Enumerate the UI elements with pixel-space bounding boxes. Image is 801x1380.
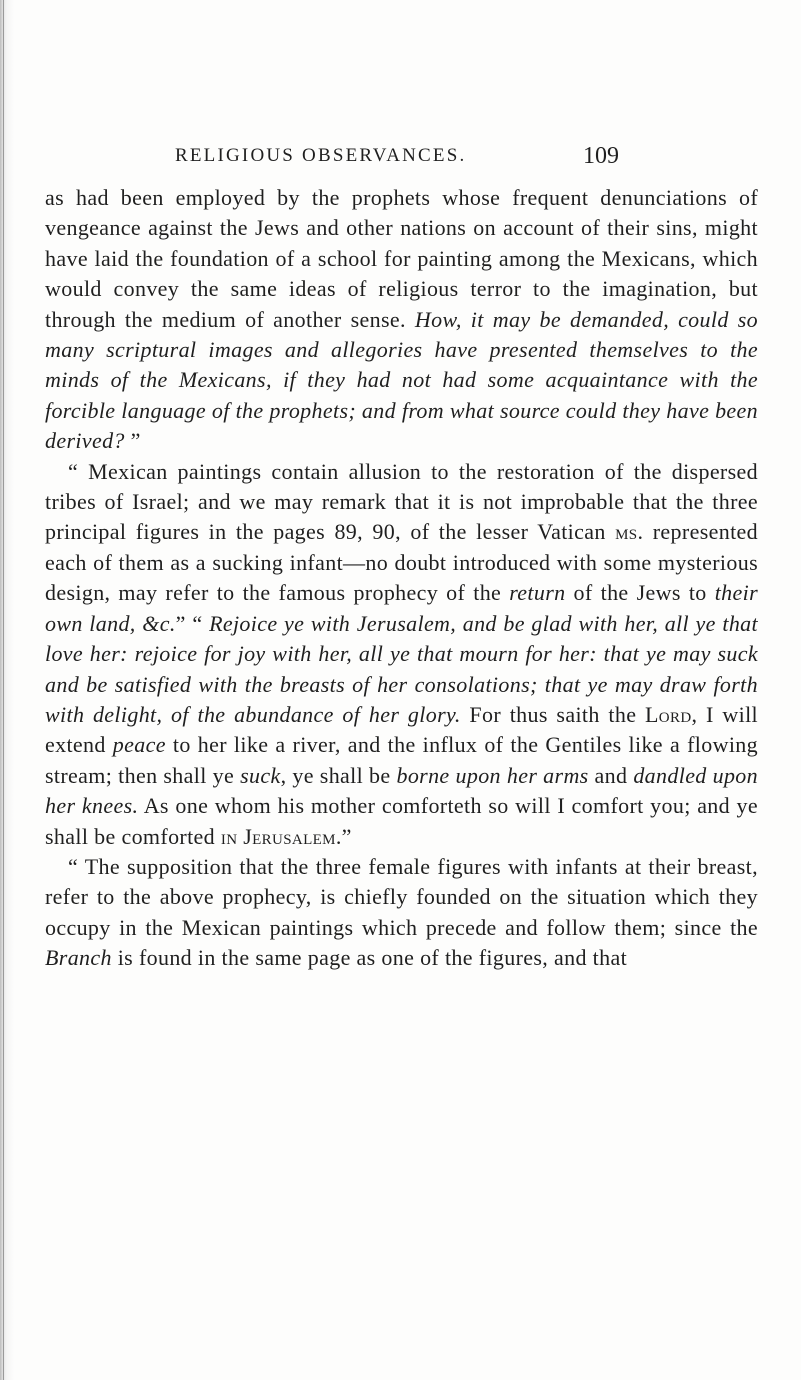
italic-run: How, it may be demanded, could so many scriptural images and allegories have presented themselves to the minds of the Mexicans, if they had not had some acquaintance with the forcible language of the prophets; and from what source could they have been derived?: [45, 306, 758, 454]
italic-run: dandled upon her knees.: [45, 762, 759, 819]
text-run: of the Jews to: [565, 580, 715, 606]
text-run: is found in the same page as one of the figures, and that: [111, 945, 628, 971]
italic-run: borne upon her arms: [396, 762, 589, 788]
text-run: as had been employed by the prophets whose frequent denunciations of vengeance against the Jews and other nations on account of their sins, might have laid the foundation of a school for painting among the Mexicans, which would convey the same ideas of religious terror to the imagination, but through the medium of another sense.: [45, 185, 758, 332]
small-caps-run: in Jerusalem: [220, 823, 336, 849]
text-run: and: [588, 762, 634, 788]
small-caps-run: Lord: [645, 701, 692, 727]
paragraph: [45, 852, 758, 974]
text-run: .”: [335, 823, 352, 849]
italic-run: peace: [112, 732, 166, 758]
text-run: ” “: [175, 610, 210, 636]
italic-run: Rejoice ye with Jerusalem, and be glad with her, all ye that love her: rejoice for joy with her, all ye that mourn for her: that ye may suck and be satisfied with the breasts of her consolations; that ye may draw forth with delight, of the abundance of her glory.: [45, 610, 758, 727]
body-text: [45, 183, 758, 974]
italic-run: their own land, &c.: [45, 580, 758, 636]
small-caps-run: ms.: [615, 519, 644, 545]
binding-edge-line: [3, 0, 4, 1380]
page-header: [0, 136, 801, 176]
binding-edge: [0, 0, 14, 1380]
running-head: RELIGIOUS OBSERVANCES.: [175, 145, 467, 166]
text-run: For thus saith the: [460, 701, 645, 727]
italic-run: Branch: [45, 945, 112, 971]
text-run: ”: [124, 428, 141, 454]
text-run: , I will extend: [45, 701, 758, 758]
text-run: As one whom his mother comforteth so will I comfort you; and ye shall be comforted: [45, 793, 758, 849]
text-run: to her like a river, and the influx of the Gentiles like a flowing stream; then shall ye: [45, 732, 758, 788]
text-run: represented each of them as a sucking infant—no doubt introduced with some mysterious design, may refer to the famous prophecy of the: [45, 519, 758, 606]
italic-run: return: [509, 580, 566, 606]
italic-run: suck: [240, 762, 281, 788]
paragraph: [45, 457, 758, 852]
text-run: , ye shall be: [280, 762, 397, 788]
paragraph: [45, 183, 758, 457]
page-number: 109: [583, 143, 619, 169]
text-run: “ Mexican paintings contain allusion to the restoration of the dispersed tribes of Israel; and we may remark that it is not improbable that the three principal figures in the pages 89, 90, of the lesser Vatican: [45, 458, 758, 545]
text-run: “ The supposition that the three female figures with infants at their breast, refer to the above prophecy, is chiefly founded on the situation which they occupy in the Mexican paintings which precede and follow them; since the: [45, 853, 758, 940]
